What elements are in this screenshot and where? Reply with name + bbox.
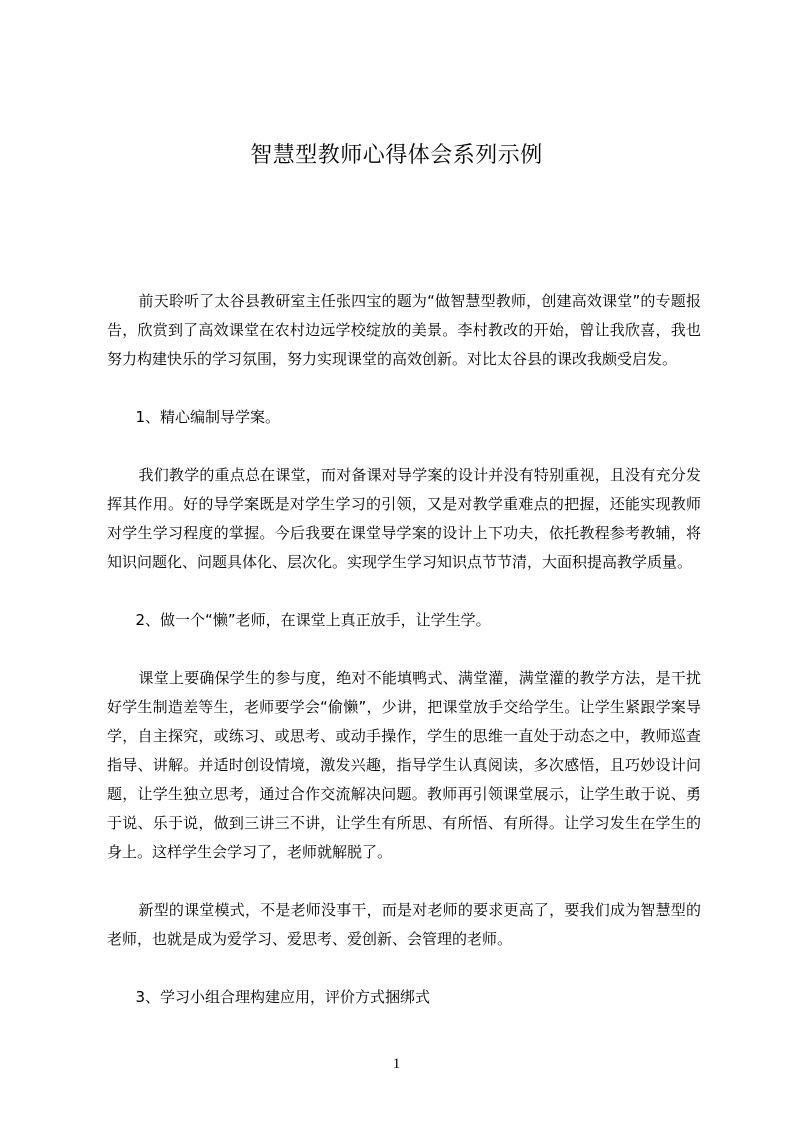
paragraph-section-2: 课堂上要确保学生的参与度，绝对不能填鸭式、满堂灌，满堂灌的教学方法，是干扰好学生制造差等生，老师要学会“偷懒”，少讲，把课堂放手交给学生。让学生紧跟学案导学，自主探究，或练习、或思考、或动手操作，学生的思维一直处于动态之中，教师巡查指导、讲解。并适时创设情境，激发兴趣，指导学生认真阅读，多次感悟，且巧妙设计问题，让学生独立思考，通过合作交流解决问题。教师再引领课堂展示，让学生敢于说、勇于说、乐于说，做到三讲三不讲，让学生有所思、有所悟、有所得。让学习发生在学生的身上。这样学生会学习了，老师就解脱了。 (107, 669, 701, 861)
section-heading-1: 1、精心编制导学案。 (135, 408, 281, 426)
page-number: 1 (392, 1056, 401, 1072)
paragraph-intro: 前天聆听了太谷县教研室主任张四宝的题为“做智慧型教师，创建高效课堂”的专题报告，欣赏到了高效课堂在农村边远学校绽放的美景。李村教改的开始，曾让我欣喜，我也努力构建快乐的学习氛围，努力实现课堂的高效创新。对比太谷县的课改我颇受启发。 (107, 292, 701, 368)
paragraph-section-1: 我们教学的重点总在课堂，而对备课对导学案的设计并没有特别重视，且没有充分发挥其作用。好的导学案既是对学生学习的引领，又是对教学重难点的把握，还能实现教师对学生学习程度的掌握。今后我要在课堂导学案的设计上下功夫，依托教程参考教辅，将知识问题化、问题具体化、层次化。实现学生学习知识点节节清，大面积提高教学质量。 (107, 466, 701, 571)
paragraph-section-2-summary: 新型的课堂模式，不是老师没事干，而是对老师的要求更高了，要我们成为智慧型的老师，也就是成为爱学习、爱思考、爱创新、会管理的老师。 (107, 901, 701, 948)
document-title: 智慧型教师心得体会系列示例 (250, 143, 543, 168)
section-heading-3: 3、学习小组合理构建应用，评价方式捆绑式 (135, 988, 431, 1006)
section-heading-2: 2、做一个“懒”老师，在课堂上真正放手，让学生学。 (135, 611, 491, 629)
document-body (107, 287, 701, 1041)
